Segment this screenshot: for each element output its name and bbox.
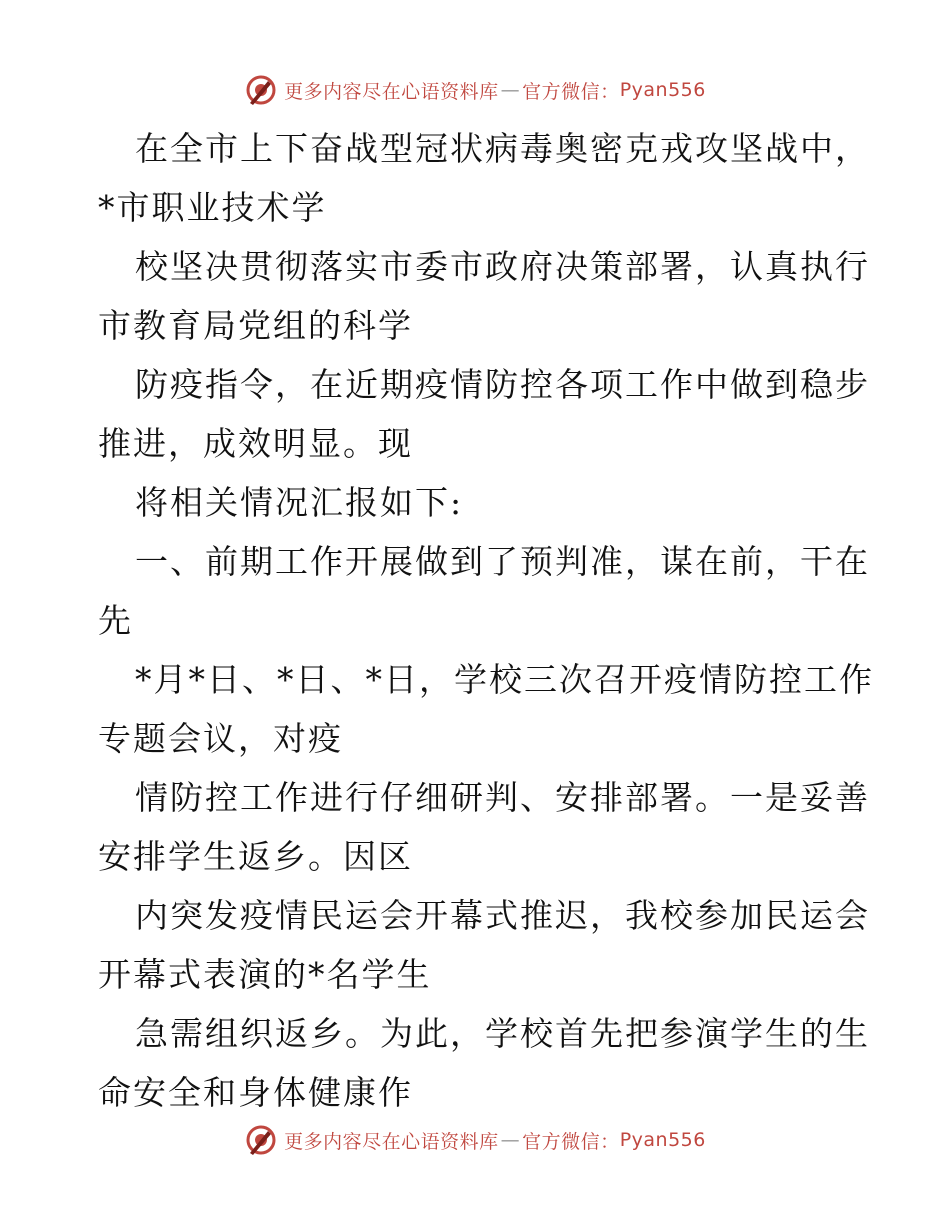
body-line: 命安全和身体健康作 — [98, 1073, 413, 1112]
body-line: *市职业技术学 — [98, 188, 327, 227]
section-heading-line: 一、前期工作开展做到了预判准，谋在前，干在 — [135, 542, 870, 581]
body-line: *月*日、*日、*日，学校三次召开疫情防控工作 — [135, 660, 874, 699]
body-line: 急需组织返乡。为此，学校首先把参演学生的生 — [135, 1014, 870, 1053]
body-line: 防疫指令，在近期疫情防控各项工作中做到稳步 — [135, 365, 870, 404]
body-line: 情防控工作进行仔细研判、安排部署。一是妥善 — [135, 778, 870, 817]
watermark-site-text: 更多内容尽在心语资料库 — [284, 1130, 499, 1153]
watermark-separator: — — [500, 1129, 521, 1151]
body-line: 安排学生返乡。因区 — [98, 837, 413, 876]
body-line: 推进，成效明显。现 — [98, 424, 413, 463]
quill-seal-icon — [244, 1123, 278, 1157]
body-line: 将相关情况汇报如下: — [135, 483, 464, 522]
body-line: 市教育局党组的科学 — [98, 306, 413, 345]
body-line: 专题会议，对疫 — [98, 719, 343, 758]
body-line: 校坚决贯彻落实市委市政府决策部署，认真执行 — [135, 247, 870, 286]
body-line: 在全市上下奋战型冠状病毒奥密克戎攻坚战中， — [135, 129, 870, 168]
section-heading-line: 先 — [98, 601, 133, 640]
watermark-site-text: 更多内容尽在心语资料库 — [284, 80, 499, 103]
watermark-handle: Pyan556 — [619, 79, 706, 101]
document-body — [98, 119, 874, 1122]
header-watermark — [0, 70, 950, 110]
watermark-wechat-label: 官方微信： — [522, 1130, 620, 1153]
watermark-wechat-label: 官方微信： — [522, 80, 620, 103]
body-line: 开幕式表演的*名学生 — [98, 955, 432, 994]
footer-watermark — [0, 1120, 950, 1160]
body-line: 内突发疫情民运会开幕式推迟，我校参加民运会 — [135, 896, 870, 935]
watermark-handle: Pyan556 — [619, 1129, 706, 1151]
watermark-separator: — — [500, 79, 521, 101]
quill-seal-icon — [244, 73, 278, 107]
